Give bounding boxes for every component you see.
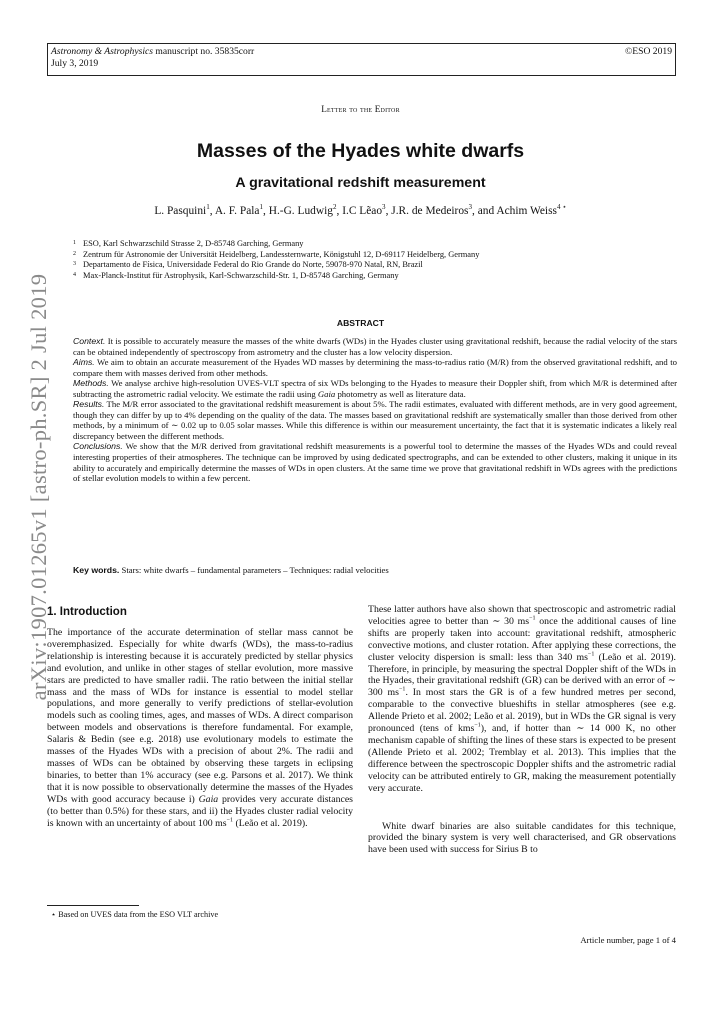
affiliation-number: 2 <box>73 250 76 257</box>
abstract-text: It is possible to accurately measure the masses of the white dwarfs (WDs) in the Hyades cluster using gravitational redshift, because the radial velocity of the stars can be obtained independently of spectroscopy from astrometry and the cluster has a low velocity dispersion. <box>73 336 677 357</box>
abstract-text: We show that the M/R derived from gravitational redshift measurements is a powerful tool to determine the masses of the Hyades WDs and could reveal interesting properties of their atmospheres. The technique can be improved by using dedicated spectrographs, and can be extended to other clusters, making it unique in its ability to accurately and empirically determine the masses of WDs in open clusters. At the same time we prove that gravitational redshift in WDs agrees with the predictions of stellar evolution models to within a few percent. <box>73 441 677 484</box>
affiliation-text: Departamento de Física, Universidade Federal do Rio Grande do Norte, 59078-970 Natal, RN, Brazil <box>83 260 423 270</box>
abstract-body <box>73 336 677 484</box>
author-affil: 1 <box>259 203 264 212</box>
body-text: once the additional causes of line shifts are properly taken into account: gravitational redshift, atmospheric convective motions, and cluster rotation. After applying these corrections, the cluster velocity dispersion is small: less than 340 ms <box>368 615 676 663</box>
unit-exponent: −1 <box>226 817 234 824</box>
author-affil: 3 <box>382 203 386 212</box>
abstract-text: We analyse archive high-resolution UVES-VLT spectra of six WDs belonging to the Hyades to measure their Doppler shift, from which M/R is determined after subtracting the astrometric radial velocity. We estimate the radii using <box>73 378 677 399</box>
affiliation-text: Zentrum für Astronomie der Universität Heidelberg, Landessternwarte, Königstuhl 12, D-69117 Heidelberg, Germany <box>83 249 480 259</box>
abstract-label: Conclusions. <box>73 441 123 452</box>
abstract-label: Context. <box>73 336 106 346</box>
author: I.C Lẽao <box>342 205 383 217</box>
unit-exponent: −1 <box>529 615 536 622</box>
manuscript-header-box <box>47 43 676 76</box>
paragraph <box>368 604 676 795</box>
author: A. F. Pala <box>214 205 260 217</box>
paragraph: White dwarf binaries are also suitable candidates for this technique, provided the binary system is very well characterised, and GR observations have been used with success for Sirius B to <box>368 820 676 856</box>
abstract-label: Results. <box>73 399 105 410</box>
keywords-label: Key words. <box>73 565 120 575</box>
footnote-rule <box>47 905 139 906</box>
abstract-label: Aims. <box>73 357 95 368</box>
abstract-methods <box>73 378 677 399</box>
author: L. Pasquini <box>154 205 207 217</box>
right-column-text <box>368 604 676 856</box>
author-affil: 1 <box>206 203 210 212</box>
footnote <box>51 909 218 919</box>
abstract-label: Methods. <box>73 378 109 389</box>
body-text: ), and, if hotter than ∼ 14 000 K, no other mechanism capable of shifting the lines of these stars is expected to be present (Allende Prieto et al. 2002; Tremblay et al. 2013). This implies that the difference between the spectroscopic Doppler shifts and the astrometric radial velocity can be attributed entirely to GR, making the measurement potentially very accurate. <box>368 723 676 794</box>
unit-exponent: −1 <box>474 722 481 729</box>
author-sep: , <box>263 205 269 217</box>
manuscript-date: July 3, 2019 <box>51 58 99 70</box>
author-affil: 2 <box>332 203 337 212</box>
affiliation <box>73 271 673 282</box>
author-sep: , and <box>472 205 497 217</box>
page-footer: Article number, page 1 of 4 <box>580 935 676 945</box>
affiliation-number: 1 <box>73 240 76 246</box>
arxiv-identifier-stamp: arXiv:1907.01265v1 [astro-ph.SR] 2 Jul 2019 <box>26 273 51 701</box>
abstract-aims <box>73 357 677 378</box>
author-list <box>0 205 721 217</box>
author-sep: , <box>385 205 392 217</box>
body-text: . In most stars the GR is of a few hundred metres per second, comparable to the convective blueshifts in stellar atmospheres (see e.g. Allende Prieto et al. 2002; Leão et al. 2019), but in WDs the GR signal is very pronounced (tens of kms <box>368 687 676 735</box>
paper-subtitle: A gravitational redshift measurement <box>235 175 486 191</box>
affiliation <box>73 239 673 250</box>
manuscript-number: manuscript no. 35835corr <box>152 46 255 57</box>
author-affil: 4 ⋆ <box>556 203 567 212</box>
author-sep: , <box>336 205 343 217</box>
author: Achim Weiss <box>496 205 557 217</box>
gaia-italic: Gaia <box>198 793 219 805</box>
author: H.-G. Ludwig <box>268 205 333 217</box>
journal-name: Astronomy & Astrophysics <box>51 46 153 57</box>
author-affil: 3 <box>468 203 473 212</box>
footnote-text: Based on UVES data from the ESO VLT archive <box>56 910 219 919</box>
affiliation-text: ESO, Karl Schwarzschild Strasse 2, D-85748 Garching, Germany <box>83 239 304 248</box>
abstract-results <box>73 399 677 441</box>
body-text: provides very accurate distances (to better than 0.5%) for these stars, and ii) the Hyades cluster radial velocity is known with an uncertainty of about 100 ms <box>47 793 353 829</box>
unit-exponent: −1 <box>587 651 595 658</box>
copyright: ©ESO 2019 <box>625 46 672 57</box>
body-text: These latter authors have also shown that spectroscopic and astrometric radial velocities agree to better than ∼ 30 ms <box>368 604 676 627</box>
abstract-text: We aim to obtain an accurate measurement of the Hyades WD masses by determining the mass-to-radius ratio (M/R) from the observed gravitational redshift, and to compare them with masses derived from other methods. <box>73 357 677 378</box>
abstract-conclusions <box>73 441 677 483</box>
affiliation-number: 3 <box>73 261 76 268</box>
keywords-text: Stars: white dwarfs – fundamental parameters – Techniques: radial velocities <box>119 565 389 575</box>
body-text: (Leão et al. 2019). Therefore, in principle, by measuring the spectral Doppler shift of the WDs in the Hyades, their gravitational redshift (GR) can be derived with an error of ∼ 300 ms <box>368 651 676 699</box>
abstract-context <box>73 336 677 357</box>
affiliation <box>73 260 673 271</box>
abstract-text: The M/R error associated to the gravitational redshift measurement is about 5%. The radii estimates, evaluated with different methods, are in very good agreement, though they can differ by up to 4% depending on the quality of the data. The masses based on gravitational redshift are systematically smaller than those derived from other methods, by a minimum of ∼ 0.02 up to 0.05 solar masses. While this difference is within our measurement uncertainty, the fact that it is systematic indicates a likely real discrepancy between the different methods. <box>73 399 677 441</box>
keywords <box>73 565 677 575</box>
author-sep: , <box>209 205 215 217</box>
paper-title: Masses of the Hyades white dwarfs <box>196 140 525 162</box>
affiliation-list <box>73 239 673 281</box>
author: J.R. de Medeiros <box>391 205 469 217</box>
affiliation-number: 4 <box>73 271 76 278</box>
section-heading: 1. Introduction <box>47 606 127 618</box>
body-text: (Leão et al. 2019). <box>233 817 308 829</box>
left-column-text <box>47 627 353 829</box>
manuscript-info <box>51 46 254 70</box>
affiliation <box>73 250 673 261</box>
body-text: The importance of the accurate determination of stellar mass cannot be overemphasized. Especially for white dwarfs (WDs), the mass-to-radius relationship is interesting because it is accurately predicted by stellar physics and evolution, and unlike in other stages of stellar evolution, more massive stars are predicted to have smaller radii. The ratio between the initial stellar mass and the mass of WDs for instance is essential to model stellar populations, and more generally to verify predictions of stellar-evolution models such as cooling times, ages, and masses of WDs. A direct comparison between models and observations is therefore fundamental. For example, Salaris & Bedin (see e.g. 2018) use evolutionary models to estimate the masses of the Hyades WDs with a precision of about 2%. The radii and masses of WDs can be obtained by observing these targets in eclipsing binaries, to better than 1% accuracy (see e.g. Parsons et al. 2017). We think that it is now possible to observationally determine the masses of the Hyades WDs with good accuracy because i) <box>47 627 353 805</box>
footnote-mark: ⋆ <box>51 910 57 919</box>
gaia-italic: Gaia <box>317 388 336 399</box>
abstract-heading: ABSTRACT <box>336 318 385 328</box>
unit-exponent: −1 <box>399 687 406 694</box>
affiliation-text: Max-Planck-Institut für Astrophysik, Karl-Schwarzschild-Str. 1, D-85748 Garching, Germany <box>83 270 399 280</box>
letter-label: Letter to the Editor <box>321 104 400 114</box>
abstract-text: photometry as well as literature data. <box>335 388 466 399</box>
